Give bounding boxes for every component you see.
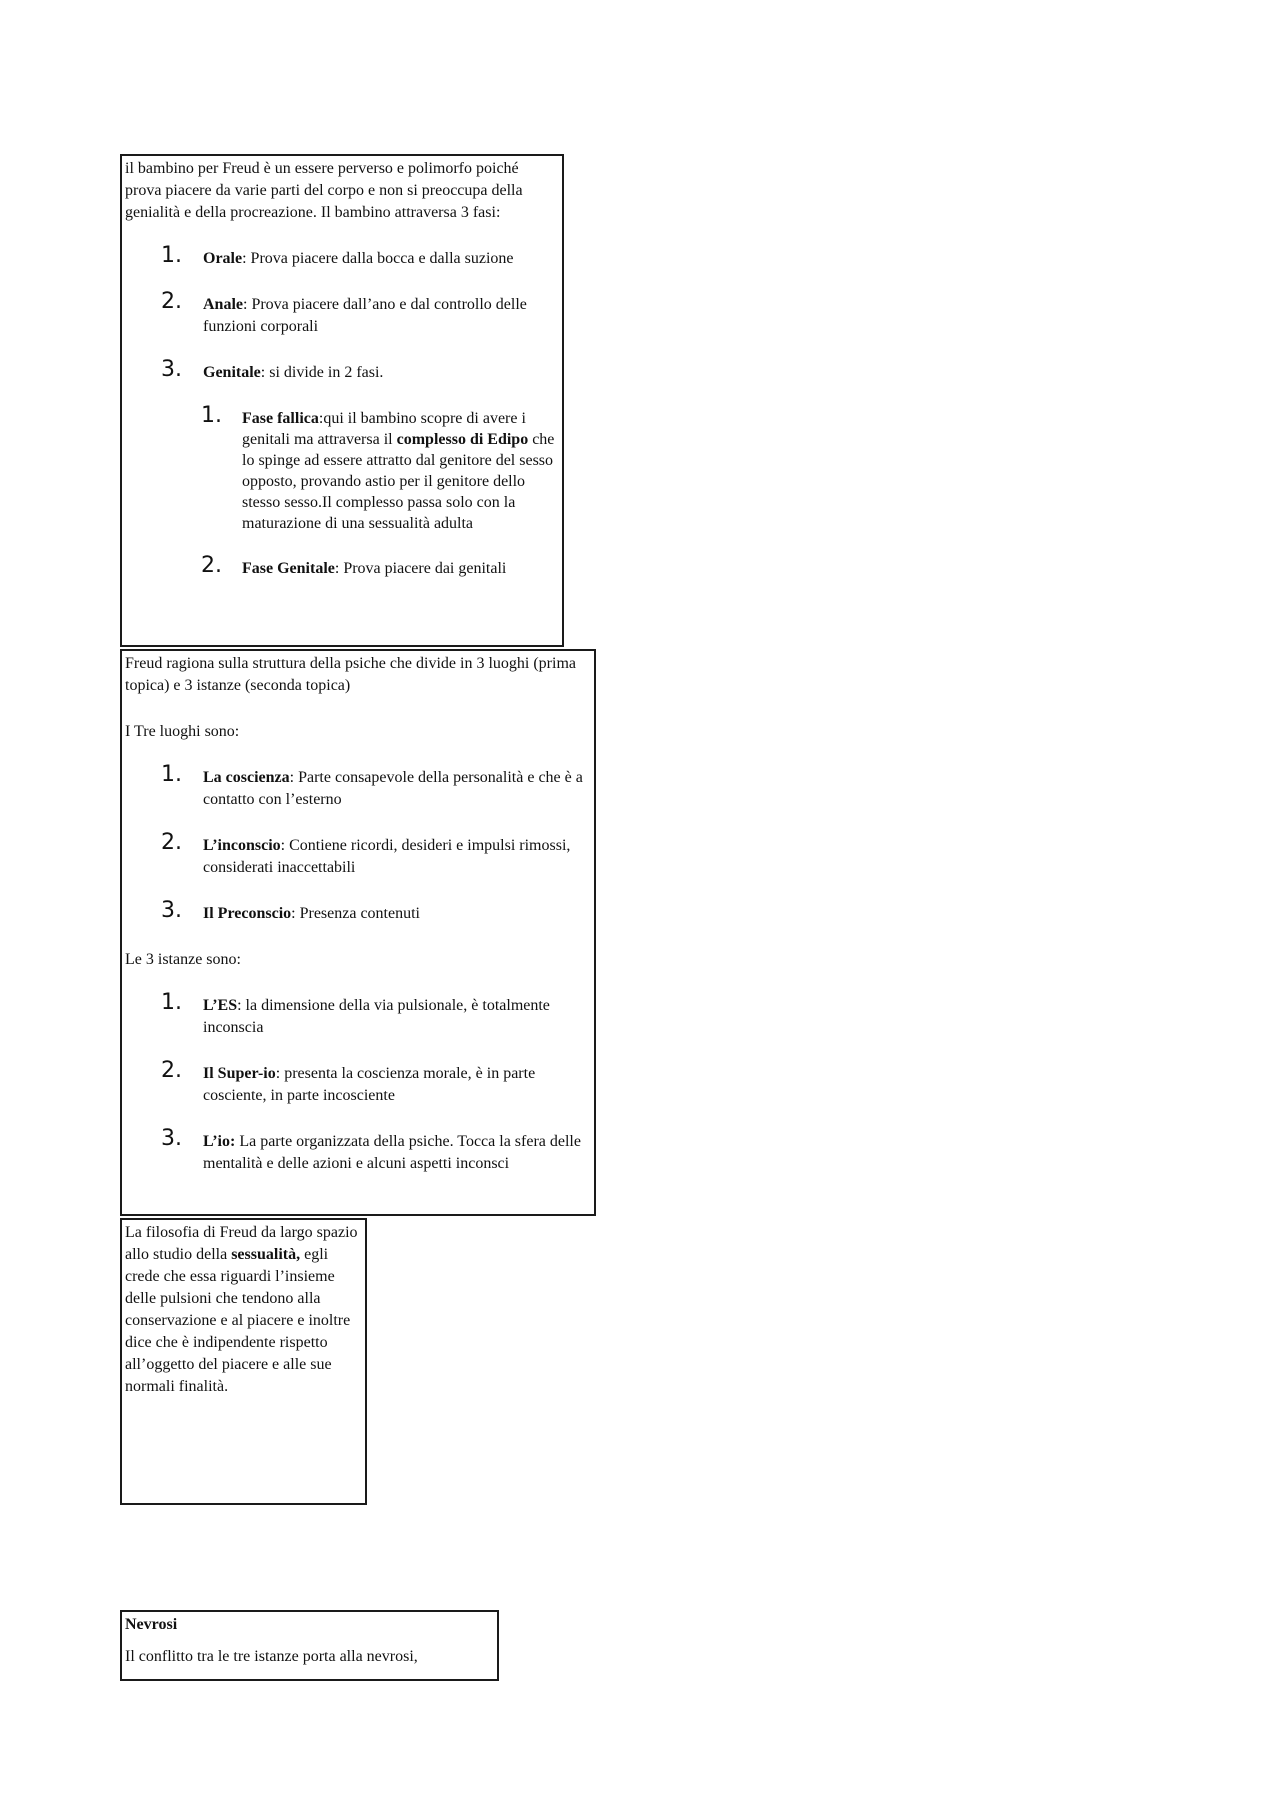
description: : Contiene ricordi, desideri e impulsi rimossi, considerati inaccettabili (203, 837, 571, 876)
term: Orale (203, 250, 243, 267)
description: : Presenza contenuti (291, 905, 420, 922)
term: Il Preconscio (203, 905, 292, 922)
list-item (125, 898, 591, 925)
text-box-sessualita (120, 1218, 367, 1505)
term: Fase fallica (242, 410, 319, 427)
description: La parte organizzata della psiche. Tocca la sfera delle mentalità e delle azioni e alcuni aspetti inconsci (203, 1133, 581, 1172)
list-item (125, 553, 559, 580)
description: : Prova piacere dall’ano e dal controllo delle funzioni corporali (203, 296, 527, 335)
list-item (125, 243, 559, 270)
section-heading: I Tre luoghi sono: (125, 723, 240, 740)
list-number: 2. (161, 289, 182, 314)
text-part: La filosofia di Freud da largo spazio allo studio della (125, 1224, 358, 1263)
istanze-list (125, 990, 591, 1175)
list-number: 1. (161, 990, 182, 1015)
text-box-fasi (120, 154, 564, 647)
luoghi-list (125, 762, 591, 925)
phases-list (125, 243, 559, 384)
text-box-psiche (120, 649, 596, 1216)
list-number: 3. (161, 1126, 182, 1151)
list-item (125, 289, 559, 338)
term: La coscienza (203, 769, 290, 786)
list-number: 2. (201, 553, 222, 578)
list-number: 1. (201, 403, 222, 428)
term: L’io: (203, 1133, 236, 1150)
section-heading: Le 3 istanze sono: (125, 951, 241, 968)
term: Il Super-io (203, 1065, 276, 1082)
text-box-nevrosi (120, 1610, 499, 1681)
subphases-list (125, 403, 559, 580)
term: L’ES (203, 997, 238, 1014)
description: : presenta la coscienza morale, è in parte cosciente, in parte incosciente (203, 1065, 536, 1104)
description: : Prova piacere dai genitali (334, 560, 507, 577)
description: che lo spinge ad essere attratto dal genitore del sesso opposto, provando astio per il genitore dello stesso sesso.Il complesso passa solo con la maturazione di una sessualità adulta (242, 431, 555, 532)
list-item (125, 762, 591, 811)
term: Fase Genitale (242, 560, 335, 577)
list-number: 2. (161, 830, 182, 855)
description: : Parte consapevole della personalità e che è a contatto con l’esterno (203, 769, 583, 808)
term: L’inconscio (203, 837, 281, 854)
list-item (125, 990, 591, 1039)
box-title: Nevrosi (125, 1616, 178, 1633)
list-number: 2. (161, 1058, 182, 1083)
list-item (125, 1058, 591, 1107)
term: complesso di Edipo (396, 431, 529, 448)
text-part: egli crede che essa riguardi l’insieme delle pulsioni che tendono alla conservazione e al piacere e inoltre dice che è indipendente rispetto all’oggetto del piacere e alle sue normali finalità. (125, 1246, 351, 1395)
list-item (125, 830, 591, 879)
term: sessualità, (231, 1246, 301, 1263)
description: : la dimensione della via pulsionale, è totalmente inconscia (203, 997, 550, 1036)
paragraph (125, 1222, 362, 1398)
list-number: 1. (161, 243, 182, 268)
paragraph: Il conflitto tra le tre istanze porta alla nevrosi, (125, 1648, 418, 1665)
intro-paragraph: Freud ragiona sulla struttura della psiche che divide in 3 luoghi (prima topica) e 3 istanze (seconda topica) (125, 655, 576, 694)
list-item (125, 403, 559, 534)
list-number: 3. (161, 357, 182, 382)
term: Genitale (203, 364, 261, 381)
list-item (125, 357, 559, 384)
description: :qui il bambino scopre di avere i genitali ma attraversa il (242, 410, 526, 448)
intro-paragraph: il bambino per Freud è un essere perverso e polimorfo poiché prova piacere da varie parti del corpo e non si preoccupa della genialità e della procreazione. Il bambino attraversa 3 fasi: (125, 160, 523, 221)
description: : Prova piacere dalla bocca e dalla suzione (242, 250, 514, 267)
description: : si divide in 2 fasi. (260, 364, 384, 381)
term: Anale (203, 296, 243, 313)
list-number: 3. (161, 898, 182, 923)
list-number: 1. (161, 762, 182, 787)
list-item (125, 1126, 591, 1175)
